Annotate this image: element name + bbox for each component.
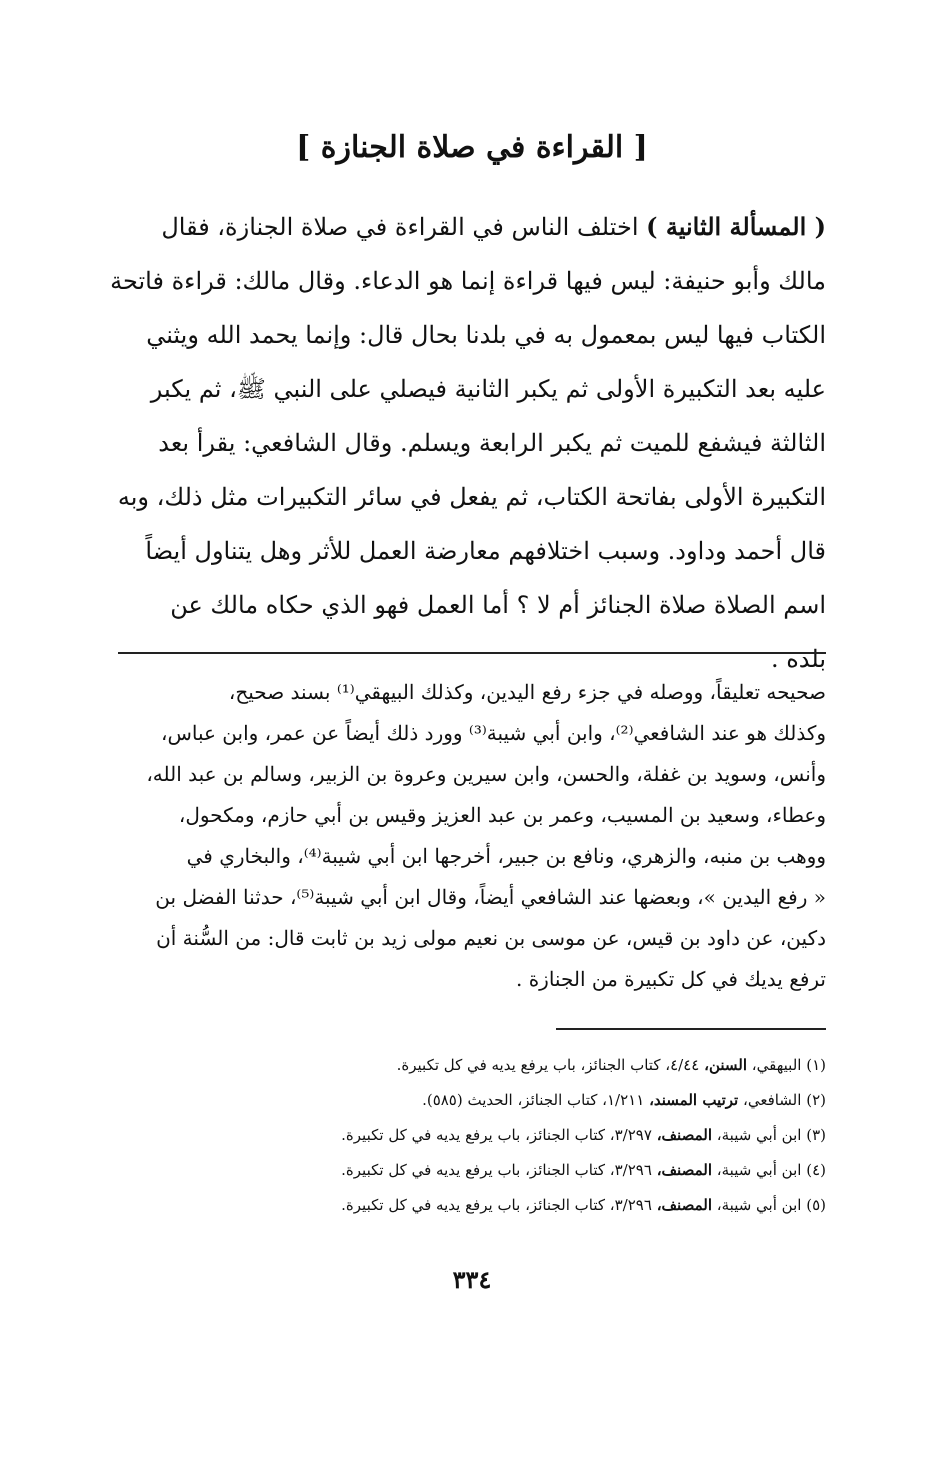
footnote-reference: ١/٢١١، كتاب الجنائز، الحديث (٥٨٥). (422, 1091, 645, 1109)
footnote (180, 1188, 826, 1223)
commentary-line: « رفع اليدين »، وبعضها عند الشافعي أيضاً، وقال ابن أبي شيبة⁽⁵⁾، حدثنا الفضل بن (155, 885, 826, 909)
footnote-book: السنن، (704, 1056, 748, 1074)
footnote-number: (٤) (806, 1161, 826, 1179)
issue-title: ( المسألة الثانية ) (646, 212, 826, 241)
main-line: اسم الصلاة صلاة الجنائز أم لا ؟ أما العمل فهو الذي حكاه مالك عن (170, 591, 826, 619)
main-line-text: اختلف الناس في القراءة في صلاة الجنازة، فقال (161, 213, 647, 241)
commentary-line: ووهب بن منبه، والزهري، ونافع بن جبير، أخرجها ابن أبي شيبة⁽⁴⁾، والبخاري في (186, 844, 826, 868)
section-heading: [ القراءة في صلاة الجنازة ] (296, 130, 648, 165)
commentary-text (104, 672, 826, 1000)
commentary-line: وأنس، وسويد بن غفلة، والحسن، وابن سيرين وعروة بن الزبير، وسالم بن عبد الله، (146, 762, 826, 786)
footnote-author: ابن أبي شيبة، (716, 1126, 802, 1144)
commentary-line: وكذلك هو عند الشافعي⁽²⁾، وابن أبي شيبة⁽³⁾ وورد ذلك أيضاً عن عمر، وابن عباس، (161, 721, 826, 745)
main-line: الكتاب فيها ليس بمعمول به في بلدنا بحال قال: وإنما يحمد الله ويثني (146, 321, 826, 349)
page-number: ٣٣٤ (452, 1265, 492, 1294)
main-text (100, 200, 826, 686)
footnote (180, 1118, 826, 1153)
footnote-book: المصنف، (656, 1126, 712, 1144)
footnotes (180, 1048, 826, 1223)
footnote (180, 1083, 826, 1118)
footnote (180, 1048, 826, 1083)
commentary-line: ترفع يديك في كل تكبيرة من الجنازة . (515, 967, 826, 991)
commentary-line: دكين، عن داود بن قيس، عن موسى بن نعيم مولى زيد بن ثابت قال: من السُّنة أن (156, 926, 826, 950)
footnote-author: ابن أبي شيبة، (716, 1196, 802, 1214)
main-line: قال أحمد وداود. وسبب اختلافهم معارضة العمل للأثر وهل يتناول أيضاً (145, 537, 826, 565)
footnote-divider (556, 1028, 826, 1030)
footnote-book: المصنف، (656, 1161, 712, 1179)
footnote (180, 1153, 826, 1188)
footnote-reference: ٣/٢٩٦، كتاب الجنائز، باب يرفع يديه في كل تكبيرة. (341, 1196, 652, 1214)
footnote-number: (١) (806, 1056, 826, 1074)
footnote-number: (٢) (806, 1091, 826, 1109)
footnote-author: الشافعي، (742, 1091, 802, 1109)
footnote-author: ابن أبي شيبة، (716, 1161, 802, 1179)
footnote-number: (٣) (806, 1126, 826, 1144)
main-line (100, 200, 826, 254)
footnote-author: البيهقي، (751, 1056, 802, 1074)
footnote-book: المصنف، (656, 1196, 712, 1214)
main-line: الثالثة فيشفع للميت ثم يكبر الرابعة ويسلم. وقال الشافعي: يقرأ بعد (158, 429, 826, 457)
footnote-reference: ٣/٢٩٧، كتاب الجنائز، باب يرفع يديه في كل تكبيرة. (341, 1126, 652, 1144)
main-line: عليه بعد التكبيرة الأولى ثم يكبر الثانية فيصلي على النبي ﷺ، ثم يكبر (150, 375, 826, 403)
commentary-line: وعطاء، وسعيد بن المسيب، وعمر بن عبد العزيز وقيس بن أبي حازم، ومكحول، (178, 803, 826, 827)
section-divider (118, 652, 826, 654)
footnote-number: (٥) (806, 1196, 826, 1214)
footnote-reference: ٣/٢٩٦، كتاب الجنائز، باب يرفع يديه في كل تكبيرة. (341, 1161, 652, 1179)
main-line: التكبيرة الأولى بفاتحة الكتاب، ثم يفعل في سائر التكبيرات مثل ذلك، وبه (117, 483, 826, 511)
commentary-line: صحيحه تعليقاً، ووصله في جزء رفع اليدين، وكذلك البيهقي⁽¹⁾ بسند صحيح، (228, 680, 826, 704)
main-line: مالك وأبو حنيفة: ليس فيها قراءة إنما هو الدعاء. وقال مالك: قراءة فاتحة (110, 267, 826, 295)
footnote-reference: ٤/٤٤، كتاب الجنائز، باب يرفع يديه في كل تكبيرة. (396, 1056, 700, 1074)
main-line: بلده . (770, 645, 826, 673)
footnote-book: ترتيب المسند، (649, 1091, 739, 1109)
